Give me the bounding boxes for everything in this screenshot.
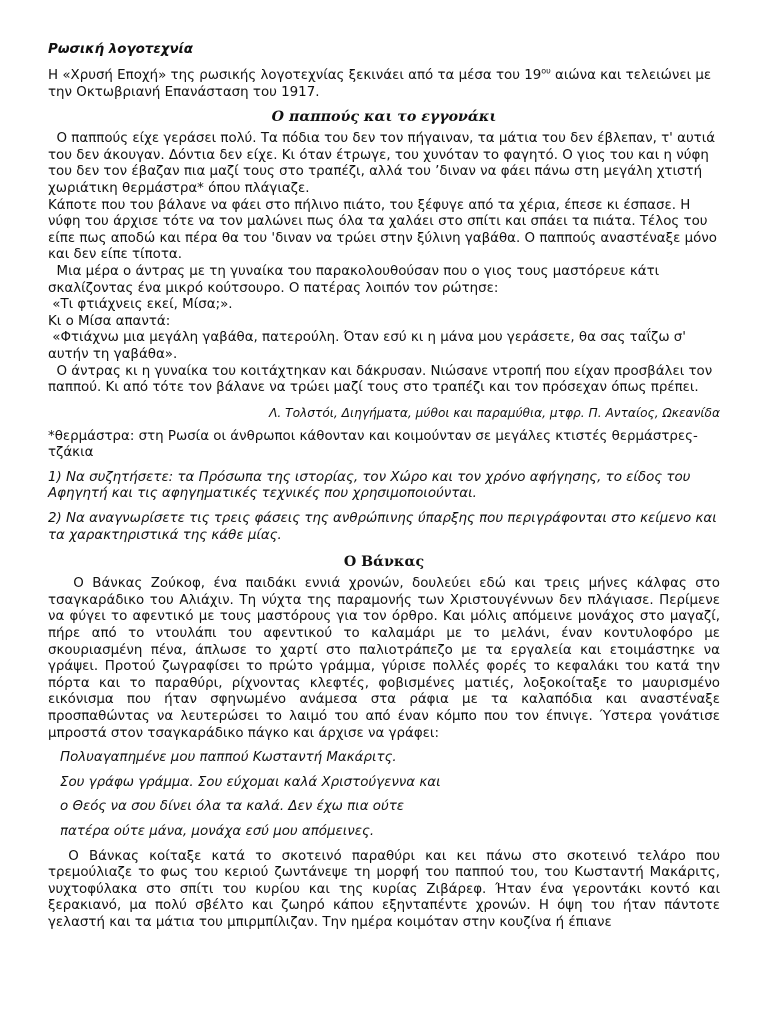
story2-paragraph: Ο Βάνκας κοίταξε κατά το σκοτεινό παραθύρι και κει πάνω στο σκοτεινό τελάρο που τρεμούλιαζε το φως του κεριού ζωντάνεψε τη μορφή του παππού του, του Κωσταντή Μακάριτς, νυχτοφύλακα στο σπίτι του κυρίου και της κυρίας Ζιβάρεφ. Ήταν ένα γεροντάκι κοντό και ξερακιανό, μα πολύ σβέλτο και ζωηρό κάπου εξηνταπέντε χρονών. Η όψη του ήταν πάντοτε γελαστή και τα μάτια του μπιρμπίλιζαν. Την ημέρα κοιμόταν στην κουζίνα ή έπιανε — [48, 848, 720, 930]
story1-paragraph: Κάποτε που του βάλανε να φάει στο πήλινο πιάτο, του ξέφυγε από τα χέρια, έπεσε κι έσπασε. Η νύφη του άρχισε τότε να τον μαλώνει πως όλα τα χαλάει στο σπίτι και σπάει τα πιάτα. Τέλος του είπε πως αποδώ και πέρα θα του 'διναν να τρώει στην ξύλινη γαβάθα. Ο παππούς αναστέναξε μόνο και δεν είπε τίποτα. — [48, 197, 717, 263]
story1-body — [48, 131, 720, 397]
intro-paragraph — [48, 68, 720, 101]
section-title: Ρωσική λογοτεχνία — [48, 42, 193, 57]
letter-line: πατέρα ούτε μάνα, μονάχα εσύ μου απόμεινες. — [60, 823, 375, 839]
story1-paragraph: Μια μέρα ο άντρας με τη γυναίκα του παρακολουθούσαν που ο γιος τους μαστόρευε κάτι σκαλίζοντας ένα μικρό κούτσουρο. Ο πατέρας λοιπόν τον ρώτησε: — [48, 263, 660, 296]
intro-text-end: αιώνα και τελειώνει με την Οκτωβριανή Επανάσταση του 1917. — [48, 68, 712, 100]
story2-paragraph: Ο Βάνκας Ζούκοφ, ένα παιδάκι εννιά χρονών, δουλεύει εδώ και τρεις μήνες κάλφας στο τσαγκαράδικο του Αλιάχιν. Τη νύχτα της παραμονής των Χριστουγέννων δεν πλάγιασε. Περίμενε να φύγει το αφεντικό με τους μαστόρους για τον όρθρο. Και μόλις απόμεινε μονάχος στο μαγαζί, πήρε από το ντουλάπι του αφεντικού το καλαμάρι με το μελάνι, έναν κοντυλοφόρο με σκουριασμένη πένα, άπλωσε το χαρτί στο παλιοτράπεζο με τα εργαλεία και ετοιμάστηκε να γράψει. Προτού ζωγραφίσει το πρώτο γράμμα, γύρισε πολλές φορές το κεφαλάκι του κατά την πόρτα και το παραθύρι, ρίχνοντας κλεφτές, φοβισμένες ματιές, λοξοκοίταξε το μαυρισμένο εικόνισμα που ήταν σφηνωμένο ανάμεσα στα ράφια με τα καλαπόδια και αναστέναξε προσπαθώντας να λευτερώσει το λαιμό του από έναν κόμπο που τον έπνιγε. Ύστερα γονάτισε μπροστά στον τσαγκαράδικο πάγκο και άρχισε να γράφει: — [48, 576, 720, 741]
question-1: 1) Να συζητήσετε: τα Πρόσωπα της ιστορίας, τον Χώρο και τον χρόνο αφήγησης, το είδος του Αφηγητή και τις αφηγηματικές τεχνικές που χρησιμοποιούνται. — [48, 469, 691, 502]
story1-paragraph: «Φτιάχνω μια μεγάλη γαβάθα, πατερούλη. Όταν εσύ κι η μάνα μου γεράσετε, θα σας ταΐζω σ' αυτήν τη γαβάθα». — [48, 330, 686, 362]
story2-body — [48, 576, 720, 931]
story1-title: Ο παππούς και το εγγονάκι — [271, 109, 497, 126]
story1-paragraph: «Τι φτιάχνεις εκεί, Μίσα;». — [48, 297, 233, 313]
footnote: *θερμάστρα: στη Ρωσία οι άνθρωποι κάθονταν και κοιμούνταν σε μεγάλες κτιστές θερμάστρες-τζάκια — [48, 428, 698, 461]
story2-title: Ο Βάνκας — [343, 554, 425, 571]
intro-text: Η «Χρυσή Εποχή» της ρωσικής λογοτεχνίας ξεκινάει από τα μέσα του 19 — [48, 68, 542, 83]
story1-source: Λ. Τολστόι, Διηγήματα, μύθοι και παραμύθια, μτφρ. Π. Ανταίος, Ωκεανίδα — [269, 405, 720, 420]
intro-superscript: ου — [541, 66, 551, 76]
letter-line: Σου γράφω γράμμα. Σου εύχομαι καλά Χριστούγεννα και — [60, 774, 441, 790]
question-2: 2) Να αναγνωρίσετε τις τρεις φάσεις της ανθρώπινης ύπαρξης που περιγράφονται στο κείμενο και τα χαρακτηριστικά της κάθε μίας. — [48, 511, 717, 543]
letter-line: ο Θεός να σου δίνει όλα τα καλά. Δεν έχω πια ούτε — [60, 799, 405, 815]
story1-paragraph: Ο άντρας κι η γυναίκα του κοιτάχτηκαν και δάκρυσαν. Νιώσανε ντροπή που είχαν προσβάλει τον παππού. Κι από τότε τον βάλανε να τρώει μαζί τους στο τραπέζι και τον πρόσεχαν όπως πρέπει. — [48, 363, 713, 396]
story1-paragraph: Κι ο Μίσα απαντά: — [48, 313, 171, 329]
story1-paragraph: Ο παππούς είχε γεράσει πολύ. Τα πόδια του δεν τον πήγαιναν, τα μάτια του δεν έβλεπαν, τ' αυτιά του δεν άκουγαν. Δόντια δεν είχε. Κι όταν έτρωγε, του χυνόταν το φαγητό. Ο γιος του και η νύφη του δεν τον έβαζαν πια μαζί τους στο τραπέζι, αλλά του ’διναν να φάει πάνω στη μεγάλη χτιστή χωριάτικη θερμάστρα* όπου πλάγιαζε. — [48, 131, 716, 196]
letter-line: Πολυαγαπημένε μου παππού Κωσταντή Μακάριτς. — [60, 750, 397, 766]
